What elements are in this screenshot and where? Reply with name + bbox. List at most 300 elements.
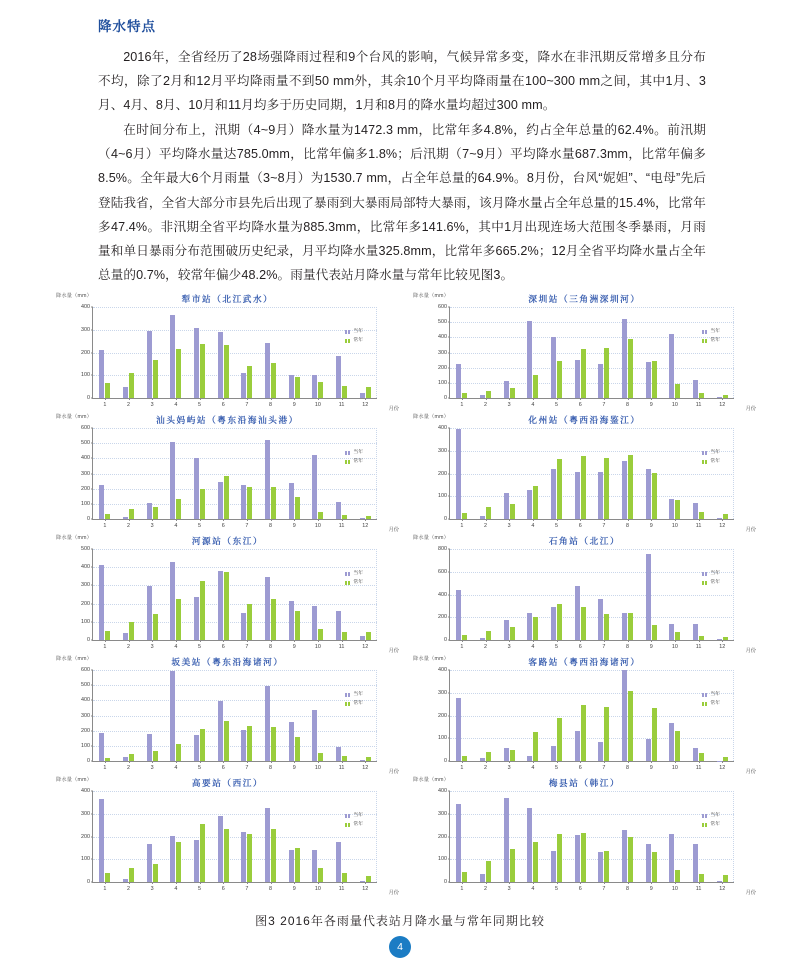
y-axis-tick-label: 200	[81, 833, 90, 840]
bar-normal-year	[247, 604, 252, 640]
figure-caption: 图3 2016年各雨量代表站月降水量与常年同期比较	[255, 914, 545, 928]
month-bar-group	[211, 428, 235, 529]
bar-current-year	[575, 835, 580, 882]
bar-normal-year	[581, 349, 586, 398]
x-axis-tick-mark	[604, 882, 605, 884]
x-axis-tick-mark	[318, 640, 319, 642]
y-axis-tick-label: 100	[438, 856, 447, 863]
bar-current-year	[551, 607, 556, 640]
bar-current-year	[336, 356, 341, 398]
bar-normal-year	[462, 756, 467, 761]
y-axis-tick-label: 300	[81, 582, 90, 589]
x-axis-tick-label: 12	[362, 643, 369, 650]
x-axis-tick-label: 10	[671, 764, 678, 771]
x-axis-tick-mark	[247, 398, 248, 400]
bar-current-year	[123, 879, 128, 882]
legend-swatch-icon	[345, 693, 351, 697]
bar-current-year	[265, 686, 270, 761]
x-axis-tick-label: 12	[719, 643, 726, 650]
month-bar-group	[93, 670, 117, 771]
x-axis-tick-label: 10	[671, 522, 678, 529]
legend-item-normal-year	[345, 457, 363, 466]
legend-item-current-year	[345, 569, 363, 578]
y-axis-unit-label: 降水量（mm）	[413, 414, 449, 420]
x-axis-tick-label: 5	[198, 522, 202, 529]
bar-current-year	[575, 360, 580, 398]
x-axis-tick-mark	[365, 398, 366, 400]
x-axis-tick-label: 3	[507, 522, 511, 529]
x-axis-tick-mark	[509, 882, 510, 884]
x-axis-tick-mark	[365, 761, 366, 763]
bar-normal-year	[200, 344, 205, 398]
x-axis-tick-mark	[628, 519, 629, 521]
x-axis-tick-mark	[580, 761, 581, 763]
month-bar-group	[259, 428, 283, 529]
plot-area	[81, 667, 377, 771]
legend-swatch-icon	[702, 339, 708, 343]
x-axis-tick-mark	[200, 882, 201, 884]
x-axis-tick-label: 5	[198, 764, 202, 771]
x-axis-tick-mark	[462, 519, 463, 521]
bar-current-year	[551, 337, 556, 398]
legend-swatch-icon	[702, 451, 708, 455]
month-bar-group	[306, 670, 330, 771]
bar-current-year	[241, 373, 246, 398]
bar-current-year	[669, 834, 674, 882]
month-bar-group	[450, 307, 474, 408]
x-axis-tick-label: 6	[221, 885, 225, 892]
x-axis-tick-mark	[105, 398, 106, 400]
bar-normal-year	[628, 837, 633, 882]
x-axis-tick-label: 8	[269, 885, 273, 892]
month-bar-group	[117, 791, 141, 892]
y-axis-tick-label: 0	[444, 395, 447, 401]
bar-current-year	[194, 840, 199, 882]
y-axis-unit-label: 降水量（mm）	[413, 656, 449, 662]
month-bar-group	[639, 307, 663, 408]
bar-current-year	[575, 586, 580, 640]
y-axis-tick-label: 300	[81, 470, 90, 477]
x-axis-tick-mark	[152, 519, 153, 521]
legend-swatch-icon	[345, 460, 351, 464]
bar-current-year	[336, 747, 341, 761]
x-axis-tick-mark	[557, 761, 558, 763]
bar-normal-year	[604, 851, 609, 882]
x-axis-tick-mark	[533, 640, 534, 642]
x-axis-tick-mark	[271, 398, 272, 400]
legend-label: 当年	[710, 571, 720, 577]
y-axis-tick-label: 500	[81, 440, 90, 447]
month-bar-group	[592, 791, 616, 892]
x-axis-tick-mark	[318, 882, 319, 884]
month-bar-group	[330, 791, 354, 892]
x-axis-tick-label: 10	[314, 522, 321, 529]
month-bar-group	[592, 428, 616, 529]
legend-item-normal-year	[702, 457, 720, 466]
month-bar-group	[450, 549, 474, 650]
x-axis-tick-mark	[342, 640, 343, 642]
bars-container	[450, 549, 734, 650]
x-axis-tick-label: 1	[103, 401, 107, 408]
bar-normal-year	[366, 516, 371, 519]
charts-grid	[56, 292, 756, 897]
x-axis-tick-label: 10	[671, 401, 678, 408]
bar-current-year	[123, 387, 128, 398]
month-bar-group	[568, 791, 592, 892]
x-axis-tick-label: 4	[531, 885, 535, 892]
month-bar-group	[306, 549, 330, 650]
bar-normal-year	[723, 757, 728, 761]
month-bar-group	[521, 549, 545, 650]
y-axis-tick-label: 200	[438, 833, 447, 840]
x-axis-tick-mark	[271, 519, 272, 521]
x-axis-tick-mark	[271, 761, 272, 763]
x-axis-tick-label: 2	[127, 643, 130, 650]
month-bar-group	[164, 670, 188, 771]
legend-swatch-icon	[702, 693, 708, 697]
bar-normal-year	[675, 870, 680, 882]
bar-current-year	[99, 485, 104, 519]
x-axis-tick-mark	[580, 398, 581, 400]
bars-container	[93, 549, 377, 650]
month-bar-group	[282, 428, 306, 529]
bar-normal-year	[557, 718, 562, 761]
bar-current-year	[123, 757, 128, 761]
bar-normal-year	[652, 473, 657, 519]
y-axis-tick-label: 500	[81, 682, 90, 689]
month-bar-group	[353, 307, 377, 408]
legend-label: 常年	[353, 822, 363, 828]
bar-current-year	[669, 334, 674, 398]
bar-normal-year	[176, 499, 181, 519]
x-axis-unit-label: 月份	[745, 890, 756, 896]
bar-current-year	[622, 670, 627, 761]
bar-current-year	[360, 760, 365, 761]
bar-current-year	[598, 472, 603, 519]
bar-current-year	[598, 364, 603, 398]
x-axis-tick-label: 7	[602, 401, 606, 408]
bar-normal-year	[176, 842, 181, 882]
x-axis-tick-label: 8	[626, 764, 630, 771]
legend-item-current-year	[702, 327, 720, 336]
month-bar-group	[235, 549, 259, 650]
bar-normal-year	[699, 636, 704, 640]
month-bar-group	[211, 549, 235, 650]
month-bar-group	[474, 428, 498, 529]
bar-current-year	[504, 620, 509, 640]
month-bar-group	[330, 549, 354, 650]
bar-normal-year	[318, 868, 323, 882]
bar-normal-year	[652, 852, 657, 882]
x-axis-tick-mark	[462, 640, 463, 642]
month-bar-group	[140, 307, 164, 408]
x-axis-tick-label: 2	[484, 643, 487, 650]
chart-legend	[345, 569, 363, 587]
x-axis-tick-label: 2	[484, 522, 487, 529]
bar-current-year	[480, 874, 485, 882]
bar-current-year	[218, 816, 223, 882]
plot-area	[81, 425, 377, 529]
x-axis-tick-label: 5	[555, 885, 559, 892]
y-axis-tick-label: 100	[81, 618, 90, 625]
x-axis-tick-label: 9	[292, 885, 296, 892]
bar-current-year	[575, 472, 580, 519]
y-axis-tick-label: 100	[81, 742, 90, 749]
x-axis-tick-mark	[176, 761, 177, 763]
y-axis-tick-label: 100	[81, 856, 90, 863]
month-bar-group	[710, 549, 734, 650]
bar-normal-year	[675, 632, 680, 640]
x-axis-tick-mark	[557, 398, 558, 400]
bar-normal-year	[723, 637, 728, 640]
bar-normal-year	[318, 512, 323, 519]
month-bar-group	[450, 791, 474, 892]
x-axis-tick-label: 5	[555, 522, 559, 529]
chart-title: 高要站（西江）	[191, 778, 264, 788]
bar-current-year	[480, 395, 485, 398]
month-bar-group	[330, 428, 354, 529]
legend-item-current-year	[345, 448, 363, 457]
y-axis-tick-label: 0	[87, 516, 90, 522]
month-bar-group	[663, 791, 687, 892]
bar-normal-year	[105, 514, 110, 519]
month-bar-group	[568, 428, 592, 529]
bar-normal-year	[271, 487, 276, 519]
chart-7	[56, 655, 399, 776]
month-bar-group	[282, 670, 306, 771]
bar-normal-year	[462, 635, 467, 640]
bar-current-year	[622, 319, 627, 398]
y-axis-unit-label: 降水量（mm）	[56, 293, 92, 299]
x-axis-tick-label: 4	[531, 522, 535, 529]
month-bar-group	[211, 307, 235, 408]
chart-title: 河源站（东江）	[191, 536, 264, 546]
bar-normal-year	[342, 632, 347, 640]
bar-current-year	[170, 836, 175, 882]
x-axis-unit-label: 月份	[388, 890, 399, 896]
y-axis-tick-label: 100	[438, 493, 447, 500]
bar-current-year	[218, 701, 223, 761]
chart-legend	[702, 811, 720, 829]
y-axis-tick-label: 100	[438, 735, 447, 742]
x-axis-tick-mark	[462, 882, 463, 884]
bar-current-year	[265, 808, 270, 882]
bar-normal-year	[533, 486, 538, 519]
plot-area	[438, 304, 734, 408]
bar-normal-year	[366, 387, 371, 398]
x-axis-tick-label: 4	[174, 885, 178, 892]
chart-legend	[702, 448, 720, 466]
bar-current-year	[717, 397, 722, 398]
bar-current-year	[99, 350, 104, 398]
bar-normal-year	[675, 731, 680, 761]
month-bar-group	[568, 670, 592, 771]
y-axis-tick-label: 200	[81, 600, 90, 607]
bar-normal-year	[176, 599, 181, 640]
bar-normal-year	[604, 707, 609, 761]
bar-normal-year	[486, 507, 491, 520]
x-axis-tick-label: 8	[626, 643, 630, 650]
month-bar-group	[710, 307, 734, 408]
bar-normal-year	[533, 732, 538, 761]
y-axis-tick-label: 100	[81, 372, 90, 379]
y-axis-tick-label: 0	[87, 395, 90, 401]
y-axis-tick-label: 0	[444, 516, 447, 522]
x-axis-tick-mark	[675, 519, 676, 521]
chart-title: 客路站（粤西沿海诸河）	[528, 657, 641, 667]
month-bar-group	[164, 428, 188, 529]
x-axis-tick-label: 7	[245, 401, 249, 408]
month-bar-group	[545, 791, 569, 892]
x-axis-tick-label: 11	[695, 401, 702, 408]
y-axis-tick-label: 200	[81, 349, 90, 356]
month-bar-group	[259, 670, 283, 771]
bar-current-year	[693, 844, 698, 882]
bar-normal-year	[557, 459, 562, 520]
bar-normal-year	[200, 824, 205, 882]
month-bar-group	[639, 791, 663, 892]
x-axis-tick-label: 12	[719, 401, 726, 408]
legend-item-normal-year	[702, 699, 720, 708]
y-axis-tick-label: 600	[81, 425, 90, 431]
bar-normal-year	[153, 864, 158, 882]
bar-normal-year	[510, 504, 515, 519]
y-axis-tick-label: 300	[438, 349, 447, 356]
month-bar-group	[306, 791, 330, 892]
bar-current-year	[646, 469, 651, 520]
bar-current-year	[504, 381, 509, 398]
x-axis-tick-label: 8	[269, 401, 273, 408]
legend-label: 常年	[353, 701, 363, 707]
y-axis-tick-label: 0	[87, 758, 90, 764]
chart-title: 犁市站（北江武水）	[181, 294, 274, 304]
bar-normal-year	[200, 581, 205, 641]
bar-current-year	[717, 639, 722, 640]
bar-current-year	[480, 638, 485, 640]
month-bar-group	[282, 307, 306, 408]
month-bar-group	[164, 549, 188, 650]
chart-legend	[345, 690, 363, 708]
plot-area	[438, 788, 734, 892]
x-axis-tick-label: 12	[719, 764, 726, 771]
bar-current-year	[123, 517, 128, 519]
x-axis-tick-label: 3	[507, 764, 511, 771]
legend-item-normal-year	[345, 699, 363, 708]
x-axis-tick-mark	[462, 398, 463, 400]
bar-current-year	[241, 730, 246, 761]
bar-normal-year	[295, 611, 300, 640]
x-axis-tick-label: 2	[127, 764, 130, 771]
y-axis-tick-label: 200	[438, 614, 447, 621]
x-axis-tick-label: 6	[221, 401, 225, 408]
y-axis-unit-label: 降水量（mm）	[413, 293, 449, 299]
bar-current-year	[194, 735, 199, 761]
x-axis-tick-label: 11	[695, 885, 702, 892]
y-axis-tick-label: 200	[81, 727, 90, 734]
x-axis-tick-label: 3	[150, 522, 154, 529]
x-axis-tick-mark	[342, 519, 343, 521]
x-axis-tick-label: 9	[649, 522, 653, 529]
bar-normal-year	[533, 842, 538, 882]
x-axis-tick-label: 10	[314, 643, 321, 650]
month-bar-group	[639, 549, 663, 650]
month-bar-group	[259, 307, 283, 408]
x-axis-tick-mark	[675, 882, 676, 884]
x-axis-tick-mark	[176, 519, 177, 521]
bar-normal-year	[462, 393, 467, 398]
y-axis-tick-label: 400	[81, 788, 90, 794]
x-axis-tick-mark	[557, 882, 558, 884]
legend-swatch-icon	[702, 581, 708, 585]
month-bar-group	[211, 791, 235, 892]
legend-swatch-icon	[702, 702, 708, 706]
bar-current-year	[360, 636, 365, 640]
bar-current-year	[241, 485, 246, 519]
bar-normal-year	[723, 514, 728, 519]
bar-current-year	[289, 601, 294, 640]
legend-label: 常年	[710, 580, 720, 586]
y-axis-tick-label: 400	[81, 304, 90, 310]
bar-current-year	[194, 597, 199, 640]
x-axis-tick-mark	[152, 398, 153, 400]
x-axis-tick-mark	[509, 761, 510, 763]
bar-current-year	[456, 590, 461, 641]
bar-normal-year	[200, 729, 205, 761]
x-axis-tick-label: 5	[555, 764, 559, 771]
x-axis-tick-label: 8	[626, 522, 630, 529]
month-bar-group	[568, 307, 592, 408]
x-axis-unit-label: 月份	[745, 527, 756, 533]
y-axis-unit-label: 降水量（mm）	[56, 656, 92, 662]
x-axis-tick-label: 6	[221, 643, 225, 650]
x-axis-tick-label: 3	[150, 643, 154, 650]
x-axis-tick-label: 2	[484, 885, 487, 892]
x-axis-tick-label: 11	[338, 764, 345, 771]
bars-container	[450, 428, 734, 529]
y-axis-tick-label: 100	[438, 379, 447, 386]
x-axis-tick-label: 11	[338, 885, 345, 892]
x-axis-tick-mark	[486, 761, 487, 763]
x-axis-tick-mark	[247, 882, 248, 884]
legend-swatch-icon	[345, 451, 351, 455]
legend-item-current-year	[702, 811, 720, 820]
month-bar-group	[235, 670, 259, 771]
x-axis-tick-mark	[651, 882, 652, 884]
bar-normal-year	[247, 487, 252, 519]
bar-current-year	[170, 442, 175, 519]
bar-current-year	[551, 851, 556, 882]
bar-normal-year	[486, 631, 491, 640]
month-bar-group	[330, 670, 354, 771]
legend-swatch-icon	[345, 814, 351, 818]
y-axis-tick-label: 400	[438, 788, 447, 794]
bar-normal-year	[271, 599, 276, 640]
legend-swatch-icon	[345, 330, 351, 334]
x-axis-tick-label: 12	[362, 522, 369, 529]
bar-current-year	[504, 798, 509, 882]
x-axis-tick-label: 10	[314, 401, 321, 408]
x-axis-tick-mark	[223, 398, 224, 400]
x-axis-tick-mark	[176, 398, 177, 400]
bars-container	[93, 428, 377, 529]
x-axis-tick-label: 8	[269, 522, 273, 529]
x-axis-tick-label: 12	[719, 885, 726, 892]
x-axis-tick-label: 11	[338, 401, 345, 408]
bar-normal-year	[628, 339, 633, 398]
x-axis-tick-mark	[223, 761, 224, 763]
month-bar-group	[140, 670, 164, 771]
chart-title: 坂美站（粤东沿海诸河）	[171, 657, 284, 667]
